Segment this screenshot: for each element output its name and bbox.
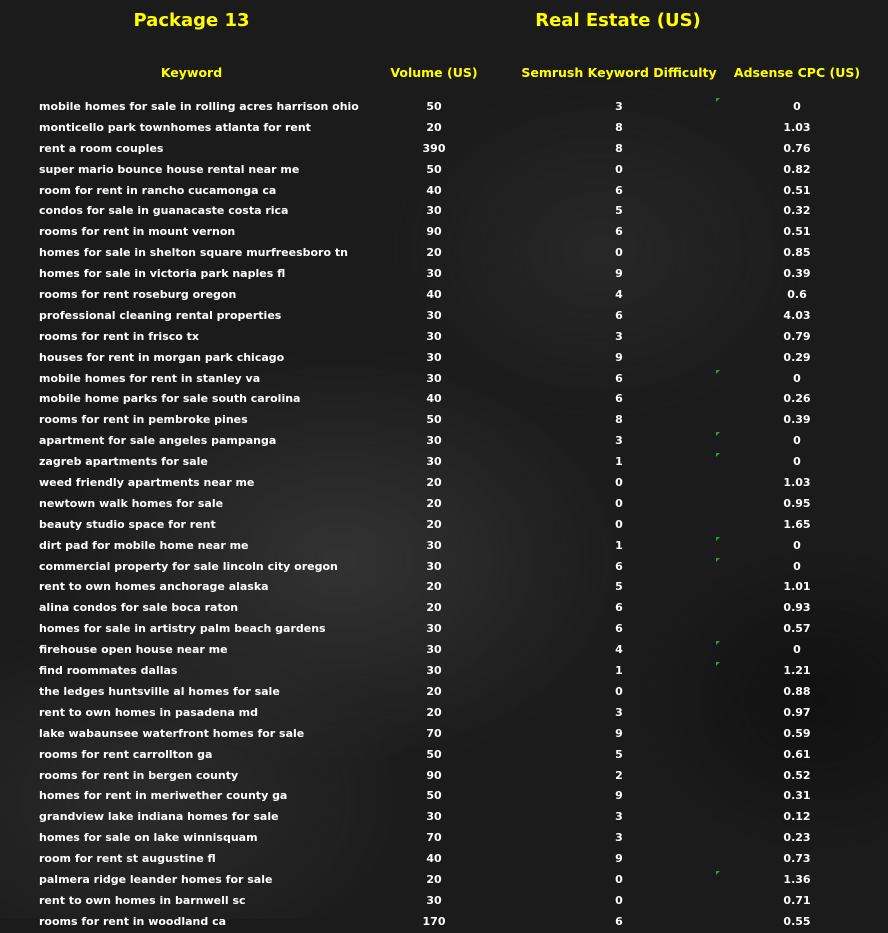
table-row [0,285,888,306]
cpc-cell: 0.51 [783,225,811,239]
difficulty-cell: 9 [615,789,623,803]
table-row [0,348,888,369]
volume-cell: 20 [426,120,442,134]
table-row [0,243,888,264]
volume-cell: 30 [426,204,442,218]
volume-cell: 40 [426,852,442,866]
cpc-cell: 4.03 [783,308,811,322]
table-row [0,452,888,473]
volume-cell: 30 [426,538,442,552]
difficulty-cell: 1 [615,664,623,678]
cpc-cell: 0 [793,559,801,573]
cpc-cell: 0.73 [783,852,811,866]
keyword-cell: weed friendly apartments near me [39,476,255,490]
difficulty-cell: 0 [615,893,623,907]
volume-cell: 50 [426,789,442,803]
volume-cell: 90 [426,225,442,239]
volume-cell: 30 [426,810,442,824]
difficulty-cell: 5 [615,747,623,761]
difficulty-cell: 6 [615,183,623,197]
volume-cell: 20 [426,601,442,615]
cpc-cell: 0.26 [783,392,811,406]
keyword-cell: rooms for rent in pembroke pines [39,413,248,427]
difficulty-cell: 9 [615,852,623,866]
cpc-cell: 0.23 [783,831,811,845]
difficulty-cell: 9 [615,726,623,740]
table-row [0,536,888,557]
package-title: Package 13 [133,10,250,31]
keyword-cell: rooms for rent roseburg oregon [39,288,237,302]
volume-cell: 30 [426,455,442,469]
cpc-cell: 1.65 [783,517,811,531]
difficulty-cell: 3 [615,434,623,448]
table-row [0,745,888,766]
volume-cell: 30 [426,371,442,385]
difficulty-cell: 9 [615,350,623,364]
difficulty-cell: 0 [615,246,623,260]
table-row [0,598,888,619]
keyword-cell: commercial property for sale lincoln city oregon [39,559,338,573]
keyword-cell: mobile homes for sale in rolling acres harrison ohio [39,100,359,113]
table-row [0,431,888,452]
difficulty-cell: 8 [615,141,623,155]
difficulty-cell: 6 [615,308,623,322]
difficulty-cell: 6 [615,371,623,385]
volume-cell: 30 [426,643,442,657]
cpc-cell: 0 [793,434,801,448]
volume-cell: 20 [426,705,442,719]
difficulty-cell: 5 [615,204,623,218]
keyword-table [0,97,888,933]
cpc-cell: 0.29 [783,350,811,364]
keyword-cell: apartment for sale angeles pampanga [39,434,277,448]
cpc-cell: 0.82 [783,162,811,176]
volume-cell: 390 [422,141,446,155]
keyword-cell: rooms for rent carrollton ga [39,747,213,761]
cpc-cell: 0 [793,643,801,657]
table-row [0,724,888,745]
difficulty-cell: 6 [615,225,623,239]
keyword-cell: homes for sale on lake winnisquam [39,831,258,845]
volume-cell: 30 [426,893,442,907]
table-row [0,891,888,912]
keyword-cell: mobile home parks for sale south carolina [39,392,301,406]
table-row [0,807,888,828]
table-row [0,473,888,494]
keyword-cell: lake wabaunsee waterfront homes for sale [39,726,305,740]
cpc-cell: 0.32 [783,204,811,218]
cpc-cell: 0.39 [783,267,811,281]
difficulty-cell: 6 [615,392,623,406]
volume-cell: 20 [426,476,442,490]
keyword-cell: dirt pad for mobile home near me [39,538,249,552]
table-row [0,682,888,703]
cpc-cell: 0.85 [783,246,811,260]
keyword-cell: beauty studio space for rent [39,517,216,531]
cpc-cell: 0.88 [783,684,811,698]
keyword-cell: rent to own homes in barnwell sc [39,893,246,907]
difficulty-cell: 0 [615,684,623,698]
difficulty-cell: 3 [615,810,623,824]
column-header-difficulty: Semrush Keyword Difficulty [521,65,717,80]
volume-cell: 90 [426,768,442,782]
volume-cell: 50 [426,100,442,113]
table-row [0,912,888,933]
table-row [0,557,888,578]
table-row [0,766,888,787]
cpc-cell: 0.71 [783,893,811,907]
keyword-cell: homes for sale in victoria park naples fl [39,267,286,281]
table-row [0,160,888,181]
comment-indicator-icon [716,558,720,562]
table-row [0,201,888,222]
comment-indicator-icon [716,641,720,645]
volume-cell: 40 [426,288,442,302]
difficulty-cell: 6 [615,622,623,636]
table-row [0,306,888,327]
volume-cell: 30 [426,434,442,448]
cpc-cell: 1.01 [783,580,811,594]
column-header-cpc: Adsense CPC (US) [733,65,861,80]
difficulty-cell: 0 [615,476,623,490]
difficulty-cell: 1 [615,455,623,469]
keyword-cell: super mario bounce house rental near me [39,162,300,176]
cpc-cell: 0.57 [783,622,811,636]
volume-cell: 20 [426,872,442,886]
table-row [0,661,888,682]
keyword-cell: rooms for rent in mount vernon [39,225,236,239]
difficulty-cell: 8 [615,120,623,134]
difficulty-cell: 6 [615,559,623,573]
cpc-cell: 0.6 [787,288,807,302]
volume-cell: 20 [426,246,442,260]
keyword-cell: grandview lake indiana homes for sale [39,810,279,824]
table-row [0,640,888,661]
volume-cell: 20 [426,684,442,698]
table-row [0,870,888,891]
keyword-cell: room for rent in rancho cucamonga ca [39,183,277,197]
keyword-cell: newtown walk homes for sale [39,496,224,510]
table-row [0,139,888,160]
difficulty-cell: 3 [615,329,623,343]
cpc-cell: 1.21 [783,664,811,678]
difficulty-cell: 6 [615,601,623,615]
volume-cell: 20 [426,496,442,510]
keyword-cell: firehouse open house near me [39,643,228,657]
table-row [0,849,888,870]
table-row [0,577,888,598]
volume-cell: 30 [426,308,442,322]
keyword-cell: alina condos for sale boca raton [39,601,239,615]
column-header-keyword: Keyword [160,65,223,80]
difficulty-cell: 1 [615,538,623,552]
difficulty-cell: 4 [615,288,623,302]
volume-cell: 30 [426,267,442,281]
cpc-cell: 1.03 [783,120,811,134]
keyword-cell: rent to own homes anchorage alaska [39,580,269,594]
table-row [0,369,888,390]
table-row [0,786,888,807]
difficulty-cell: 6 [615,914,623,928]
table-header [0,63,888,83]
volume-cell: 30 [426,350,442,364]
volume-cell: 30 [426,664,442,678]
keyword-cell: rooms for rent in woodland ca [39,914,227,928]
keyword-cell: room for rent st augustine fl [39,852,216,866]
difficulty-cell: 0 [615,496,623,510]
keyword-cell: homes for sale in shelton square murfreesboro tn [39,246,348,260]
volume-cell: 70 [426,726,442,740]
table-row [0,181,888,202]
table-row [0,327,888,348]
keyword-cell: mobile homes for rent in stanley va [39,371,261,385]
column-header-volume: Volume (US) [390,65,478,80]
cpc-cell: 0.97 [783,705,811,719]
category-title: Real Estate (US) [535,10,701,31]
volume-cell: 20 [426,580,442,594]
volume-cell: 40 [426,392,442,406]
keyword-cell: the ledges huntsville al homes for sale [39,684,280,698]
keyword-cell: zagreb apartments for sale [39,455,208,469]
table-row [0,389,888,410]
volume-cell: 170 [422,914,446,928]
keyword-cell: condos for sale in guanacaste costa rica [39,204,289,218]
volume-cell: 30 [426,622,442,636]
difficulty-cell: 9 [615,267,623,281]
table-row [0,515,888,536]
table-row [0,222,888,243]
comment-indicator-icon [716,432,720,436]
volume-cell: 20 [426,517,442,531]
cpc-cell: 1.36 [783,872,811,886]
difficulty-cell: 4 [615,643,623,657]
table-row [0,494,888,515]
volume-cell: 70 [426,831,442,845]
comment-indicator-icon [716,98,720,102]
comment-indicator-icon [716,662,720,666]
table-row [0,828,888,849]
table-row [0,97,888,118]
difficulty-cell: 0 [615,872,623,886]
keyword-cell: rooms for rent in bergen county [39,768,239,782]
cpc-cell: 0.12 [783,810,811,824]
cpc-cell: 0.59 [783,726,811,740]
cpc-cell: 0.52 [783,768,811,782]
cpc-cell: 0 [793,100,801,113]
difficulty-cell: 0 [615,517,623,531]
keyword-cell: find roommates dallas [39,664,178,678]
table-row [0,264,888,285]
cpc-cell: 0 [793,371,801,385]
keyword-cell: rooms for rent in frisco tx [39,329,199,343]
table-row [0,118,888,139]
difficulty-cell: 3 [615,100,623,113]
difficulty-cell: 3 [615,705,623,719]
difficulty-cell: 3 [615,831,623,845]
keyword-cell: homes for sale in artistry palm beach gardens [39,622,326,636]
volume-cell: 50 [426,413,442,427]
comment-indicator-icon [716,453,720,457]
cpc-cell: 0.79 [783,329,811,343]
table-row [0,703,888,724]
difficulty-cell: 2 [615,768,623,782]
cpc-cell: 0.55 [783,914,811,928]
keyword-cell: rent to own homes in pasadena md [39,705,258,719]
volume-cell: 30 [426,329,442,343]
difficulty-cell: 5 [615,580,623,594]
cpc-cell: 0.93 [783,601,811,615]
cpc-cell: 0.95 [783,496,811,510]
difficulty-cell: 0 [615,162,623,176]
volume-cell: 50 [426,747,442,761]
cpc-cell: 1.03 [783,476,811,490]
keyword-cell: palmera ridge leander homes for sale [39,872,273,886]
comment-indicator-icon [716,370,720,374]
keyword-cell: monticello park townhomes atlanta for rent [39,120,311,134]
volume-cell: 50 [426,162,442,176]
volume-cell: 40 [426,183,442,197]
keyword-cell: rent a room couples [39,141,164,155]
keyword-cell: professional cleaning rental properties [39,308,282,322]
cpc-cell: 0.61 [783,747,811,761]
keyword-cell: homes for rent in meriwether county ga [39,789,288,803]
keyword-cell: houses for rent in morgan park chicago [39,350,285,364]
table-row [0,619,888,640]
cpc-cell: 0 [793,455,801,469]
comment-indicator-icon [716,537,720,541]
cpc-cell: 0 [793,538,801,552]
comment-indicator-icon [716,871,720,875]
cpc-cell: 0.51 [783,183,811,197]
volume-cell: 30 [426,559,442,573]
difficulty-cell: 8 [615,413,623,427]
cpc-cell: 0.39 [783,413,811,427]
cpc-cell: 0.31 [783,789,811,803]
cpc-cell: 0.76 [783,141,811,155]
table-row [0,410,888,431]
